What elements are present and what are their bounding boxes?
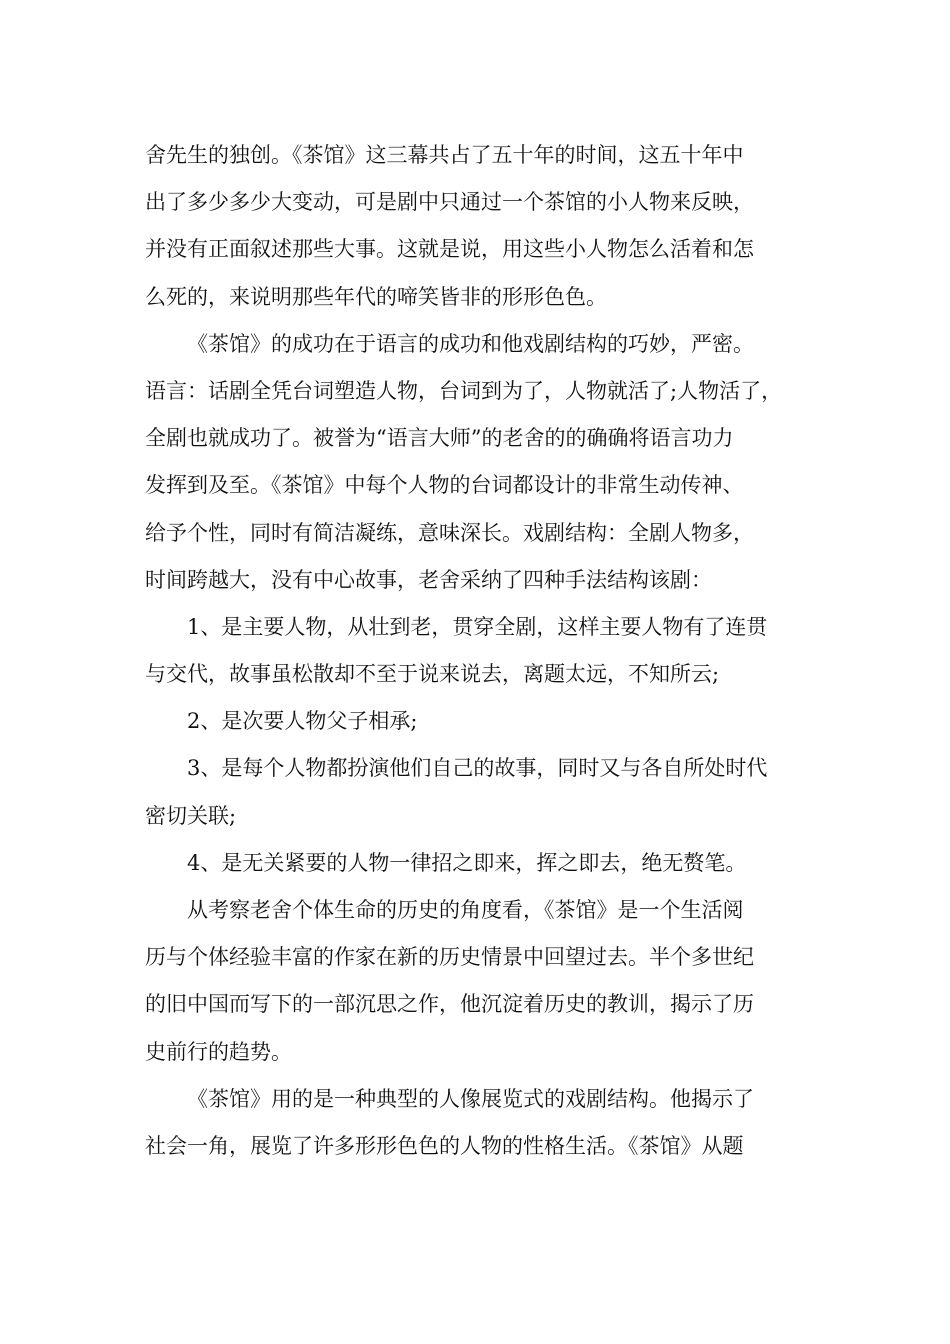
text-line-7: 全剧也就成功了。被誉为“语言大师”的老舍的的确确将语言功力: [145, 426, 734, 451]
text-line-9: 给予个性，同时有简洁凝练，意味深长。戏剧结构：全剧人物多，: [145, 520, 754, 545]
text-line-8: 发挥到及至。《茶馆》中每个人物的台词都设计的非常生动传神、: [145, 473, 744, 498]
text-line-6: 语言：话剧全凭台词塑造人物，台词到为了，人物就活了;人物活了，: [145, 378, 783, 403]
text-line-4: 么死的，来说明那些年代的啼笑皆非的形形色色。: [145, 284, 607, 309]
text-line-2: 出了多少多少大变动，可是剧中只通过一个茶馆的小人物来反映，: [145, 190, 754, 215]
text-line-3: 并没有正面叙述那些大事。这就是说，用这些小人物怎么活着和怎: [145, 237, 754, 262]
body-text: [145, 132, 810, 1170]
text-line-14: 3、是每个人物都扮演他们自己的故事，同时又与各自所处时代: [187, 756, 768, 781]
text-line-13: 2、是次要人物父子相承;: [187, 709, 418, 734]
text-line-22: 社会一角，展览了许多形形色色的人物的性格生活。《茶馆》从题: [145, 1133, 744, 1158]
text-line-18: 历与个体经验丰富的作家在新的历史情景中回望过去。半个多世纪: [145, 945, 754, 970]
text-line-20: 史前行的趋势。: [145, 1039, 292, 1064]
text-line-15: 密切关联;: [145, 803, 237, 828]
text-line-1: 舍先生的独创。《茶馆》这三幕共占了五十年的时间，这五十年中: [145, 143, 744, 167]
text-line-5: 《茶馆》的成功在于语言的成功和他戏剧结构的巧妙，严密。: [187, 331, 754, 356]
text-line-17: 从考察老舍个体生命的历史的角度看，《茶馆》是一个生活阅: [187, 898, 744, 922]
text-line-12: 与交代，故事虽松散却不至于说来说去，离题太远，不知所云;: [145, 662, 720, 687]
text-line-21: 《茶馆》用的是一种典型的人像展览式的戏剧结构。他揭示了: [187, 1086, 754, 1111]
text-line-11: 1、是主要人物，从壮到老，贯穿全剧，这样主要人物有了连贯: [187, 614, 768, 639]
text-line-10: 时间跨越大，没有中心故事，老舍采纳了四种手法结构该剧：: [145, 567, 712, 592]
text-line-16: 4、是无关紧要的人物一律招之即来，挥之即去，绝无赘笔。: [187, 850, 747, 875]
text-line-19: 的旧中国而写下的一部沉思之作，他沉淀着历史的教训，揭示了历: [145, 992, 754, 1017]
